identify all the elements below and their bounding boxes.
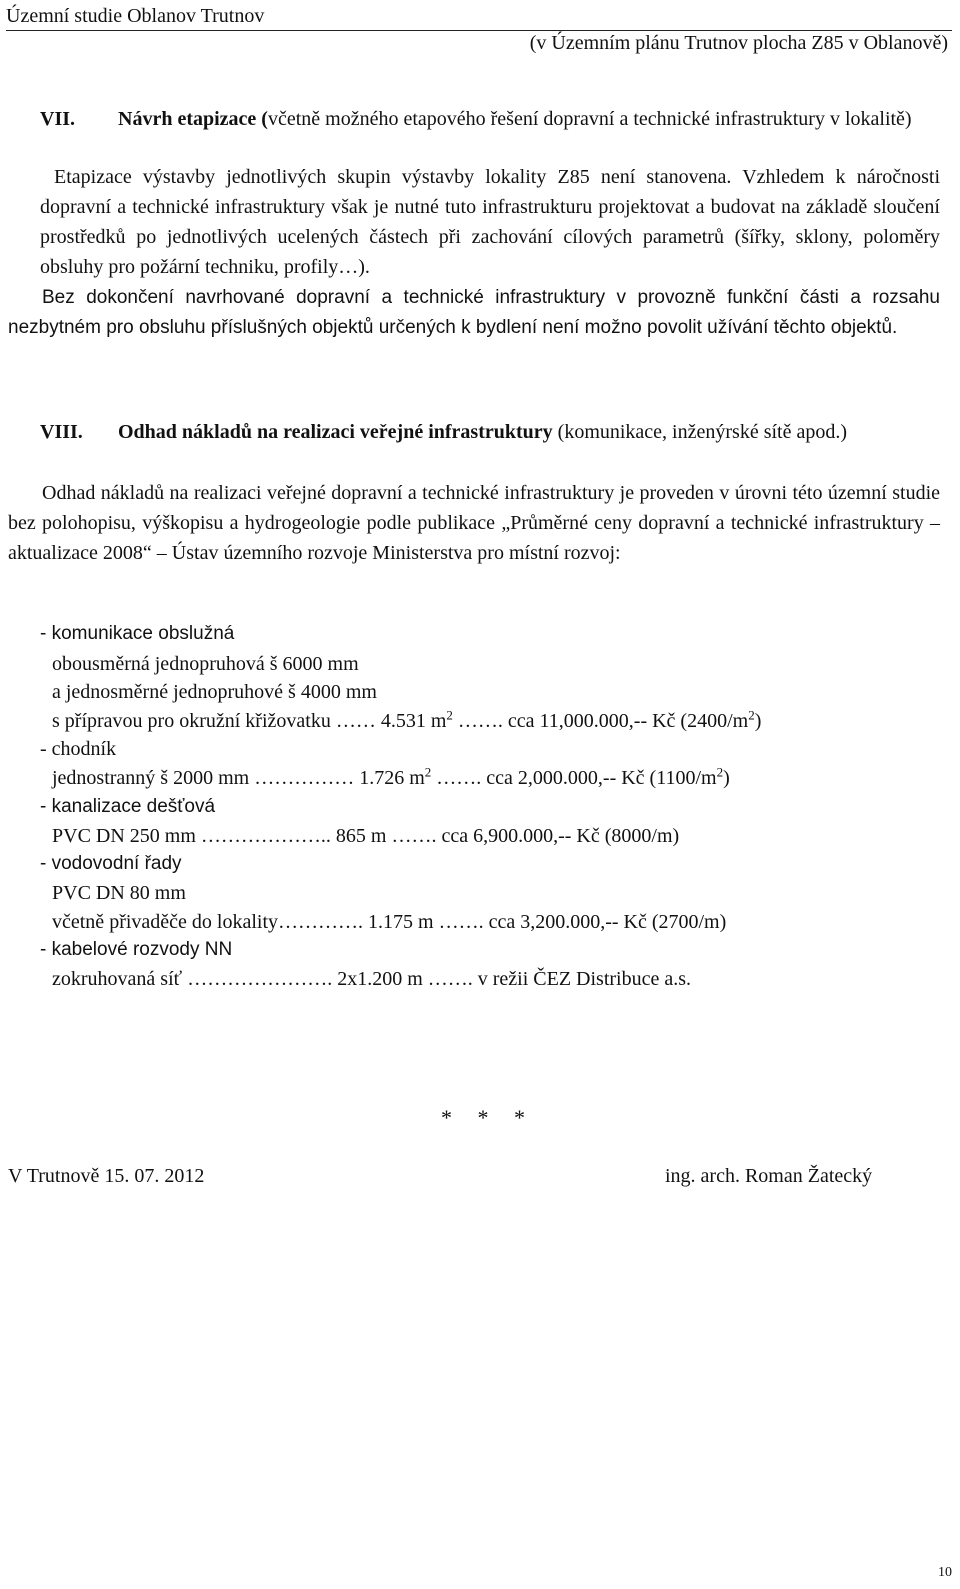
item-vodovod-line2: PVC DN 80 mm bbox=[52, 882, 186, 904]
item-vodovod-line3 bbox=[52, 911, 726, 934]
para1-serif-cont: Vzhledem k náročnosti dopravní a technické infrastruktury však je nutné tuto infrastrukturu projektovat a budovat na základě sloučení prostředků po jednotlivých ucelených částech při zachování cílových parametrů (šířky, sklony, poloměry obsluhy pro požární techniku, profily…). bbox=[40, 166, 941, 278]
superscript: 2 bbox=[748, 707, 755, 723]
item-komunikace-line3: a jednosměrné jednopruhové š 4000 mm bbox=[52, 681, 377, 703]
item-chodnik-qty: …………… 1.726 m bbox=[254, 767, 425, 789]
item-kabely-line2 bbox=[52, 968, 691, 991]
item-chodnik: - chodník bbox=[40, 738, 117, 760]
superscript: 2 bbox=[446, 707, 453, 723]
item-kanalizace-cost: ……………….. 865 m ……. cca 6,900.000,-- Kč (8000/m) bbox=[200, 825, 680, 847]
item-kabely: - kabelové rozvody NN bbox=[40, 939, 233, 960]
item-chodnik-desc: jednostranný š 2000 mm bbox=[52, 767, 250, 789]
item-komunikace-line2: obousměrná jednopruhová š 6000 mm bbox=[52, 653, 359, 675]
item-kabely-cost: …………………. 2x1.200 m ……. v režii ČEZ Distribuce a.s. bbox=[187, 968, 692, 990]
item-vodovod-desc: včetně přivaděče do lokality bbox=[52, 911, 279, 933]
section-7-title bbox=[118, 104, 940, 134]
section-7-title-rest: včetně možného etapového řešení dopravní a technické infrastruktury v lokalitě) bbox=[267, 108, 912, 130]
section-8-title bbox=[118, 417, 940, 447]
item-kabely-desc: zokruhovaná síť bbox=[52, 968, 183, 990]
section-8-paragraph: Odhad nákladů na realizaci veřejné dopravní a technické infrastruktury je proveden v úrovni této územní studie bez polohopisu, výškopisu a hydrogeologie podle publikace „Průměrné ceny dopravní a technické infrastruktury – aktualizace 2008“ – Ústav územního rozvoje Ministerstva pro místní rozvoj: bbox=[8, 482, 940, 564]
section-7-title-bold: Návrh etapizace ( bbox=[118, 108, 268, 130]
header-title: Územní studie Oblanov Trutnov bbox=[6, 5, 265, 27]
section-separator-stars: * * * bbox=[441, 1105, 535, 1130]
header-subtitle: (v Územním plánu Trutnov plocha Z85 v Oblanově) bbox=[529, 32, 948, 54]
item-komunikace-desc: s přípravou pro okružní křižovatku bbox=[52, 710, 331, 732]
item-vodovod-cost: …………. 1.175 m ……. cca 3,200.000,-- Kč (2700/m) bbox=[278, 911, 727, 933]
item-kanalizace-desc: PVC DN 250 mm bbox=[52, 825, 196, 847]
item-chodnik-line2: jednostranný š 2000 mm …………… 1.726 $m^2$ ……. cca 2,000.000,-- Kč $(1100/m^2)$ bbox=[52, 764, 730, 789]
item-komunikace: - komunikace obslužná bbox=[40, 623, 235, 644]
section-8-heading bbox=[40, 417, 940, 447]
section-8-title-bold: Odhad nákladů na realizaci veřejné infrastruktury bbox=[118, 421, 553, 443]
section-8-title-rest: (komunikace, inženýrské sítě apod.) bbox=[552, 421, 848, 443]
section-7-paragraph-1 bbox=[40, 162, 940, 282]
section-7-paragraph-2: Bez dokončení navrhované dopravní a technické infrastruktury v provozně funkční části a rozsahu nezbytném pro obsluhu příslušných objektů určených k bydlení není možno povolit užívání těchto objektů. bbox=[8, 287, 940, 338]
item-komunikace-cost: ……. cca 11,000.000,-- Kč (2400/m bbox=[457, 710, 749, 732]
para1-serif: Etapizace výstavby jednotlivých skupin výstavby lokality Z85 není stanovena. bbox=[54, 166, 732, 188]
superscript: 2 bbox=[716, 764, 724, 780]
item-komunikace-line4: s přípravou pro okružní křižovatku …… 4.531 $m^2$ ……. cca 11,000.000,-- Kč $(2400/m^2)$ bbox=[52, 707, 762, 732]
section-7-number: VII. bbox=[40, 108, 76, 130]
item-komunikace-qty: …… 4.531 m bbox=[335, 710, 447, 732]
item-vodovod: - vodovodní řady bbox=[40, 853, 182, 874]
place-date: V Trutnově 15. 07. 2012 bbox=[8, 1165, 205, 1187]
item-kanalizace: - kanalizace dešťová bbox=[40, 796, 216, 817]
section-8-number: VIII. bbox=[40, 421, 83, 443]
header-rule bbox=[6, 30, 952, 31]
superscript: 2 bbox=[424, 764, 432, 780]
page-number: 10 bbox=[938, 1565, 952, 1580]
section-7-heading bbox=[40, 104, 940, 134]
item-kanalizace-line2 bbox=[52, 825, 679, 848]
item-chodnik-cost: ……. cca 2,000.000,-- Kč (1100/m bbox=[436, 767, 717, 789]
author-name: ing. arch. Roman Žatecký bbox=[665, 1165, 873, 1187]
